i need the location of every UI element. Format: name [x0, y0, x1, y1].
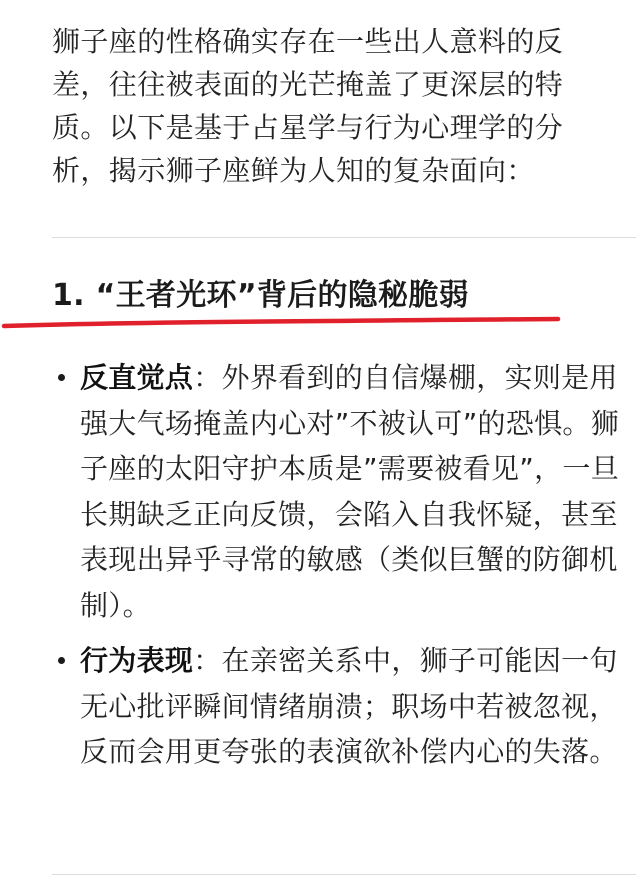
bullet-text: 在亲密关系中，狮子可能因一句无心批评瞬间情绪崩溃；职场中若被忽视，反而会用更夸张的表演欲补偿内心的失落。 [80, 644, 618, 768]
section-divider [52, 237, 636, 238]
hand-drawn-underline [0, 316, 562, 330]
bullet-text: 外界看到的自信爆棚，实则是用强大气场掩盖内心对”不被认可”的恐惧。狮子座的太阳守护本质是”需要被看见”，一旦长期缺乏正向反馈，会陷入自我怀疑，甚至表现出异乎寻常的敏感（类似巨蟹的防御机制）。 [80, 361, 620, 622]
intro-paragraph: 狮子座的性格确实存在一些出人意料的反差，往往被表面的光芒掩盖了更深层的特质。以下是基于占星学与行为心理学的分析，揭示狮子座鲜为人知的复杂面向： [52, 25, 564, 187]
section-title: 1. “王者光环”背后的隐秘脆弱 [52, 278, 469, 313]
bullet-label: 反直觉点 [80, 361, 194, 394]
bullet-separator: ： [193, 644, 222, 677]
bullet-label: 行为表现 [80, 644, 194, 677]
bullet-dot-icon [58, 657, 65, 664]
bottom-divider [52, 874, 636, 875]
bullet-item [52, 355, 632, 628]
bullet-separator: ： [193, 361, 222, 394]
bullet-item [52, 638, 632, 775]
bullet-dot-icon [58, 374, 65, 381]
bullet-list [52, 355, 632, 775]
